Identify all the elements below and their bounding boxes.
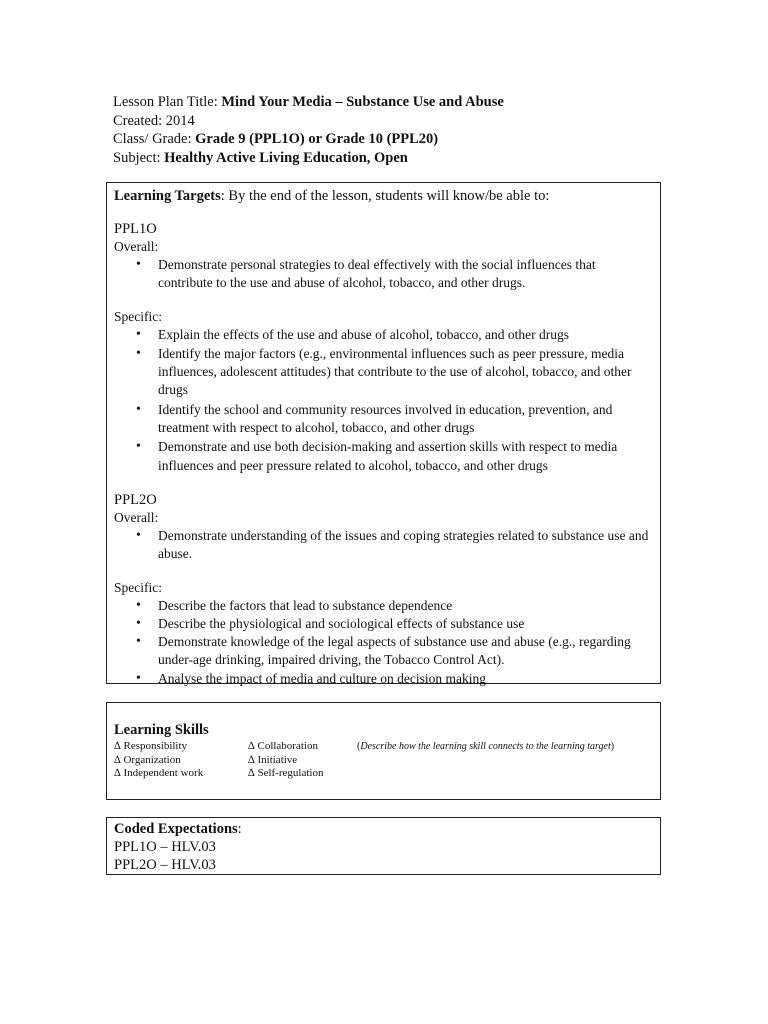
lesson-header bbox=[113, 93, 673, 167]
note-close: ) bbox=[610, 741, 615, 752]
coded-colon: : bbox=[237, 821, 242, 837]
ppl2o-overall-label: Overall: bbox=[114, 509, 159, 525]
subject-line bbox=[113, 149, 673, 168]
created-year: 2014 bbox=[165, 112, 195, 129]
list-item: • Demonstrate and use both decision-making and assertion skills with respect to media influences and peer pressure related to alcohol, tobacco, and other drugs bbox=[114, 438, 653, 475]
created-label: Created: bbox=[113, 112, 166, 129]
list-item: • Describe the factors that lead to substance dependence bbox=[114, 597, 653, 615]
list-item: • Analyse the impact of media and culture on decision making bbox=[114, 670, 653, 688]
ppl1o-overall-list bbox=[114, 256, 653, 293]
list-item: • Explain the effects of the use and abuse of alcohol, tobacco, and other drugs bbox=[114, 326, 653, 344]
list-item: • Demonstrate knowledge of the legal aspects of substance use and abuse (e.g., regarding under-age drinking, impaired driving, the Tobacco Control Act). bbox=[114, 633, 653, 670]
class-grade-line bbox=[113, 130, 673, 149]
learning-skills-box bbox=[106, 702, 661, 800]
learning-skills-grid bbox=[114, 740, 653, 784]
class-grade: Grade 9 (PPL1O) or Grade 10 (PPL20) bbox=[195, 131, 439, 147]
skill-item: ∆ Responsibility bbox=[114, 740, 188, 752]
coded-line: PPL1O – HLV.03 bbox=[114, 839, 216, 855]
list-item: • Demonstrate understanding of the issues and coping strategies related to substance use and abuse. bbox=[114, 527, 653, 564]
ppl2o-specific-list bbox=[114, 597, 653, 688]
list-item: • Identify the major factors (e.g., environmental influences such as peer pressure, media influences, adolescent attitudes) that contribute to the use of alcohol, tobacco, and other drugs bbox=[114, 345, 653, 400]
learning-targets-intro: : By the end of the lesson, students will know/be able to: bbox=[220, 188, 550, 204]
list-item: • Demonstrate personal strategies to deal effectively with the social influences that contribute to the use and abuse of alcohol, tobacco, and other drugs. bbox=[114, 256, 653, 293]
coded-expectations-heading: Coded Expectations bbox=[114, 821, 238, 837]
note-open: ( bbox=[357, 741, 361, 752]
subject: Healthy Active Living Education, Open bbox=[164, 149, 408, 166]
subject-label: Subject: bbox=[113, 149, 165, 166]
ppl2o-course: PPL2O bbox=[114, 491, 157, 508]
lesson-title: Mind Your Media – Substance Use and Abuse bbox=[221, 94, 504, 110]
skill-item: ∆ Independent work bbox=[114, 767, 204, 779]
title-label: Lesson Plan Title: bbox=[113, 94, 222, 110]
lesson-title-line bbox=[113, 93, 673, 112]
skills-note bbox=[357, 740, 614, 754]
class-label: Class/ Grade: bbox=[113, 131, 196, 147]
ppl1o-overall-label: Overall: bbox=[114, 239, 159, 254]
skill-item: ∆ Organization bbox=[114, 753, 181, 766]
learning-targets-heading: Learning Targets bbox=[114, 188, 221, 204]
list-item: • Describe the physiological and sociological effects of substance use bbox=[114, 615, 653, 633]
coded-expectations-heading-line bbox=[114, 820, 653, 838]
created-line bbox=[113, 112, 673, 131]
skill-item: ∆ Self-regulation bbox=[248, 767, 324, 779]
ppl2o-specific-label: Specific: bbox=[114, 579, 162, 595]
learning-skills-heading: Learning Skills bbox=[114, 722, 209, 738]
note-text: Describe how the learning skill connects to the learning target bbox=[360, 741, 611, 752]
skill-item: ∆ Collaboration bbox=[248, 740, 318, 752]
ppl1o-specific-label: Specific: bbox=[114, 308, 162, 324]
skills-column-2 bbox=[248, 740, 323, 781]
skill-item: ∆ Initiative bbox=[248, 753, 298, 766]
list-item: • Identify the school and community resources involved in education, prevention, and treatment with respect to alcohol, tobacco, and other drugs bbox=[114, 401, 653, 438]
learning-targets-box bbox=[106, 182, 661, 684]
ppl1o-course: PPL1O bbox=[114, 221, 157, 237]
ppl1o-specific-list bbox=[114, 326, 653, 475]
coded-line: PPL2O – HLV.03 bbox=[114, 857, 216, 873]
skills-column-1 bbox=[114, 740, 203, 781]
ppl2o-overall-list bbox=[114, 527, 653, 564]
coded-expectations-box bbox=[106, 817, 661, 875]
learning-targets-heading-line bbox=[114, 187, 653, 205]
